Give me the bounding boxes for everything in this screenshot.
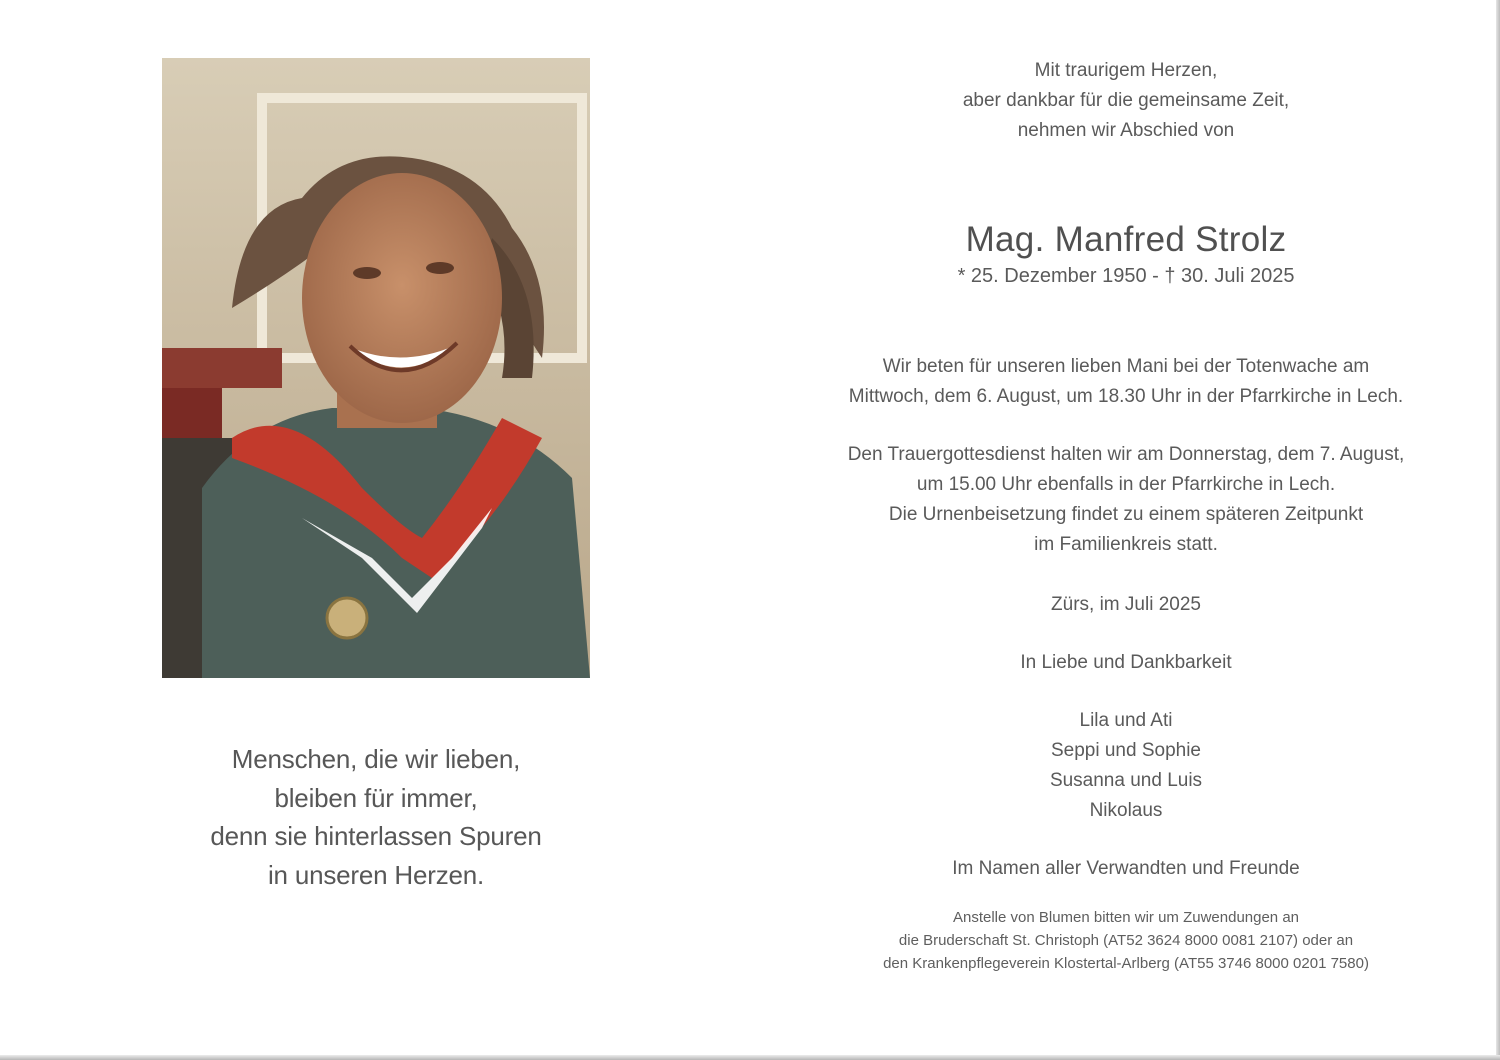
portrait-image	[162, 58, 590, 678]
service-line: um 15.00 Uhr ebenfalls in der Pfarrkirche in Lech.	[916, 474, 1336, 495]
service-info	[780, 440, 1472, 560]
relatives-line: Im Namen aller Verwandten und Freunde	[952, 858, 1300, 879]
donation-note	[780, 906, 1472, 975]
life-dates: * 25. Dezember 1950 - † 30. Juli 2025	[957, 265, 1295, 287]
service-line: im Familienkreis statt.	[1034, 534, 1218, 555]
wake-line: Wir beten für unseren lieben Mani bei der Totenwache am	[882, 356, 1370, 377]
quote-line: denn sie hinterlassen Spuren	[210, 821, 542, 851]
gratitude-line: In Liebe und Dankbarkeit	[1020, 652, 1232, 673]
family-member: Nikolaus	[1089, 800, 1163, 821]
family-member: Lila und Ati	[1079, 710, 1173, 731]
intro-text	[780, 56, 1472, 146]
quote-line: bleiben für immer,	[274, 782, 478, 813]
intro-line: nehmen wir Abschied von	[1017, 120, 1235, 141]
donation-line: die Bruderschaft St. Christoph (AT52 3624 8000 0081 2107) oder an	[898, 932, 1354, 949]
place-date: Zürs, im Juli 2025	[1051, 594, 1201, 615]
family-list	[780, 706, 1472, 826]
family-member: Susanna und Luis	[1049, 770, 1203, 791]
service-line: Den Trauergottesdienst halten wir am Donnerstag, dem 7. August,	[847, 444, 1405, 465]
intro-line: Mit traurigem Herzen,	[1034, 60, 1218, 81]
wake-info	[780, 352, 1472, 412]
card-edge-bottom	[0, 1055, 1500, 1060]
donation-line: Anstelle von Blumen bitten wir um Zuwendungen an	[952, 909, 1300, 926]
memorial-quote	[140, 740, 612, 894]
deceased-name: Mag. Manfred Strolz	[965, 220, 1287, 259]
donation-line: den Krankenpflegeverein Klostertal-Arlberg (AT55 3746 8000 0201 7580)	[883, 955, 1369, 972]
card-edge-right	[1496, 0, 1500, 1060]
notice-column	[780, 56, 1472, 975]
family-member: Seppi und Sophie	[1050, 740, 1201, 761]
wake-line: Mittwoch, dem 6. August, um 18.30 Uhr in der Pfarrkirche in Lech.	[848, 386, 1404, 407]
quote-line: Menschen, die wir lieben,	[231, 744, 521, 774]
service-line: Die Urnenbeisetzung findet zu einem späteren Zeitpunkt	[888, 504, 1364, 525]
quote-line: in unseren Herzen.	[267, 859, 485, 890]
portrait-photo	[162, 58, 590, 678]
intro-line: aber dankbar für die gemeinsame Zeit,	[962, 90, 1290, 111]
